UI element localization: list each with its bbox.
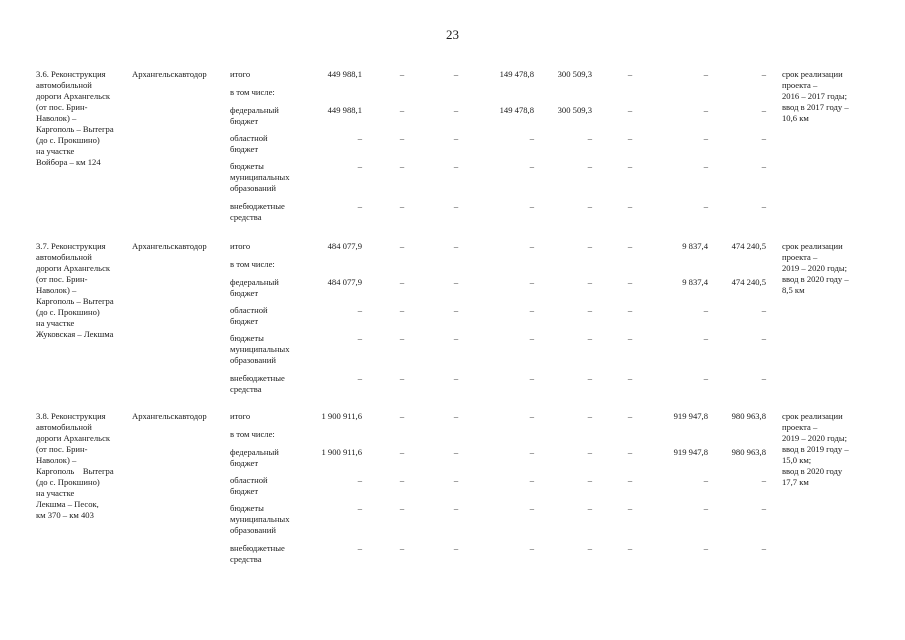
- table-cell-value: –: [627, 373, 633, 383]
- table-cell-value: –: [357, 161, 362, 171]
- funding-source-label: федеральный бюджет: [230, 277, 279, 298]
- table-cell-value: –: [453, 447, 459, 457]
- table-cell-value: –: [357, 133, 362, 143]
- table-cell-value: –: [761, 475, 766, 485]
- funding-source-label: федеральный бюджет: [230, 105, 279, 126]
- funding-source-label: внебюджетные средства: [230, 373, 285, 394]
- measure-name: 3.6. Реконструкция автомобильной дороги Архангельск (от пос. Брин- Наволок) – Каргополь – Вытегра (до с. Прокшино) на участке Войбора – км 124: [36, 69, 114, 167]
- table-cell-value: –: [587, 411, 592, 421]
- table-cell-value: –: [587, 161, 592, 171]
- funding-source-label: бюджеты муниципальных образований: [230, 333, 290, 365]
- table-cell-value: –: [703, 161, 708, 171]
- project-note: срок реализации проекта – 2016 – 2017 годы; ввод в 2017 году – 10,6 км: [782, 69, 849, 123]
- table-cell-value: –: [627, 333, 633, 343]
- table-cell-value: –: [761, 133, 766, 143]
- table-cell-value: –: [627, 277, 633, 287]
- funding-source-label: итого: [230, 411, 251, 421]
- funding-source-label: областной бюджет: [230, 133, 268, 154]
- table-cell-value: –: [399, 277, 405, 287]
- table-cell-value: –: [357, 543, 362, 553]
- funding-source-label: итого: [230, 241, 251, 251]
- table-cell-value: 300 509,3: [557, 69, 592, 79]
- table-cell-value: –: [761, 333, 766, 343]
- table-cell-value: –: [399, 447, 405, 457]
- table-cell-value: –: [399, 373, 405, 383]
- executor-name: Архангельскавтодор: [132, 69, 207, 79]
- funding-source-label: областной бюджет: [230, 305, 268, 326]
- measure-name: 3.8. Реконструкция автомобильной дороги Архангельск (от пос. Брин- Наволок) – Каргополь Вытегра (до с. Прокшино) на участке Лекшма – Песок, км 370 – км 403: [36, 411, 114, 520]
- table-cell-value: –: [453, 69, 459, 79]
- table-cell-value: –: [453, 241, 459, 251]
- table-cell-value: –: [587, 201, 592, 211]
- table-cell-value: –: [627, 411, 633, 421]
- funding-source-label: в том числе:: [230, 87, 275, 97]
- table-cell-value: –: [529, 333, 534, 343]
- table-cell-value: 484 077,9: [327, 277, 362, 287]
- table-cell-value: –: [529, 305, 534, 315]
- table-cell-value: –: [529, 447, 534, 457]
- table-cell-value: 474 240,5: [731, 241, 766, 251]
- table-cell-value: 919 947,8: [673, 411, 708, 421]
- table-cell-value: –: [627, 69, 633, 79]
- table-cell-value: –: [761, 69, 766, 79]
- table-cell-value: 149 478,8: [499, 69, 534, 79]
- table-cell-value: 474 240,5: [731, 277, 766, 287]
- table-cell-value: –: [399, 333, 405, 343]
- project-note: срок реализации проекта – 2019 – 2020 годы; ввод в 2020 году – 8,5 км: [782, 241, 849, 295]
- table-cell-value: –: [399, 105, 405, 115]
- table-cell-value: –: [453, 277, 459, 287]
- table-cell-value: –: [627, 543, 633, 553]
- funding-source-label: итого: [230, 69, 251, 79]
- table-cell-value: –: [587, 277, 592, 287]
- table-cell-value: –: [357, 373, 362, 383]
- table-cell-value: –: [399, 411, 405, 421]
- table-cell-value: –: [453, 475, 459, 485]
- table-cell-value: –: [399, 241, 405, 251]
- table-cell-value: –: [399, 503, 405, 513]
- table-cell-value: –: [453, 105, 459, 115]
- table-cell-value: –: [703, 201, 708, 211]
- table-cell-value: 9 837,4: [682, 277, 708, 287]
- table-cell-value: –: [529, 475, 534, 485]
- table-cell-value: –: [453, 305, 459, 315]
- table-cell-value: –: [357, 305, 362, 315]
- table-cell-value: –: [399, 201, 405, 211]
- table-cell-value: 919 947,8: [673, 447, 708, 457]
- table-cell-value: –: [399, 133, 405, 143]
- table-cell-value: –: [761, 105, 766, 115]
- table-cell-value: –: [587, 305, 592, 315]
- table-cell-value: –: [627, 305, 633, 315]
- table-cell-value: –: [399, 543, 405, 553]
- funding-source-label: федеральный бюджет: [230, 447, 279, 468]
- table-cell-value: –: [529, 241, 534, 251]
- table-cell-value: –: [453, 373, 459, 383]
- table-cell-value: –: [453, 133, 459, 143]
- table-cell-value: –: [529, 161, 534, 171]
- table-cell-value: –: [627, 161, 633, 171]
- table-cell-value: –: [529, 373, 534, 383]
- table-cell-value: –: [761, 543, 766, 553]
- table-cell-value: –: [761, 161, 766, 171]
- table-cell-value: –: [703, 373, 708, 383]
- table-cell-value: –: [703, 69, 708, 79]
- table-cell-value: –: [587, 543, 592, 553]
- table-cell-value: –: [357, 503, 362, 513]
- table-cell-value: –: [703, 475, 708, 485]
- table-cell-value: 449 988,1: [327, 69, 362, 79]
- funding-source-label: в том числе:: [230, 429, 275, 439]
- table-cell-value: –: [587, 373, 592, 383]
- table-cell-value: –: [399, 475, 405, 485]
- measure-name: 3.7. Реконструкция автомобильной дороги Архангельск (от пос. Брин- Наволок) – Каргополь – Вытегра (до с. Прокшино) на участке Жуковская – Лекшма: [36, 241, 114, 339]
- table-cell-value: –: [453, 333, 459, 343]
- executor-name: Архангельскавтодор: [132, 241, 207, 251]
- table-cell-value: –: [453, 161, 459, 171]
- table-cell-value: –: [453, 201, 459, 211]
- table-cell-value: –: [627, 447, 633, 457]
- funding-source-label: бюджеты муниципальных образований: [230, 503, 290, 535]
- table-cell-value: –: [627, 475, 633, 485]
- table-cell-value: 300 509,3: [557, 105, 592, 115]
- funding-source-label: в том числе:: [230, 259, 275, 269]
- table-cell-value: –: [587, 447, 592, 457]
- table-cell-value: 1 900 911,6: [321, 411, 362, 421]
- table-cell-value: –: [627, 105, 633, 115]
- table-cell-value: –: [399, 305, 405, 315]
- funding-source-label: внебюджетные средства: [230, 543, 285, 564]
- funding-source-label: внебюджетные средства: [230, 201, 285, 222]
- table-cell-value: –: [587, 333, 592, 343]
- table-cell-value: 9 837,4: [682, 241, 708, 251]
- table-cell-value: –: [761, 305, 766, 315]
- table-cell-value: –: [761, 373, 766, 383]
- table-cell-value: –: [703, 503, 708, 513]
- table-cell-value: 149 478,8: [499, 105, 534, 115]
- table-cell-value: –: [627, 503, 633, 513]
- table-cell-value: –: [703, 305, 708, 315]
- table-cell-value: –: [703, 105, 708, 115]
- table-cell-value: –: [703, 333, 708, 343]
- table-cell-value: –: [587, 475, 592, 485]
- table-cell-value: 980 963,8: [731, 447, 766, 457]
- table-cell-value: –: [453, 411, 459, 421]
- table-cell-value: –: [529, 503, 534, 513]
- table-cell-value: –: [529, 201, 534, 211]
- table-cell-value: –: [529, 133, 534, 143]
- project-note: срок реализации проекта – 2019 – 2020 годы; ввод в 2019 году – 15,0 км; ввод в 2020 году 17,7 км: [782, 411, 849, 487]
- table-cell-value: –: [761, 503, 766, 513]
- executor-name: Архангельскавтодор: [132, 411, 207, 421]
- table-cell-value: 449 988,1: [327, 105, 362, 115]
- table-cell-value: –: [529, 543, 534, 553]
- table-cell-value: –: [529, 411, 534, 421]
- table-cell-value: –: [453, 503, 459, 513]
- table-cell-value: –: [587, 503, 592, 513]
- table-cell-value: –: [587, 241, 592, 251]
- table-cell-value: –: [627, 133, 633, 143]
- table-cell-value: –: [761, 201, 766, 211]
- table-cell-value: –: [703, 133, 708, 143]
- table-cell-value: –: [587, 133, 592, 143]
- table-cell-value: –: [627, 241, 633, 251]
- table-cell-value: –: [627, 201, 633, 211]
- table-cell-value: –: [399, 69, 405, 79]
- table-cell-value: –: [399, 161, 405, 171]
- table-cell-value: –: [357, 475, 362, 485]
- funding-source-label: бюджеты муниципальных образований: [230, 161, 290, 193]
- page-number: 23: [446, 27, 459, 42]
- table-cell-value: –: [453, 543, 459, 553]
- table-cell-value: –: [357, 201, 362, 211]
- table-cell-value: 1 900 911,6: [321, 447, 362, 457]
- table-cell-value: –: [357, 333, 362, 343]
- table-cell-value: 980 963,8: [731, 411, 766, 421]
- table-cell-value: 484 077,9: [327, 241, 362, 251]
- table-cell-value: –: [703, 543, 708, 553]
- funding-source-label: областной бюджет: [230, 475, 268, 496]
- table-cell-value: –: [529, 277, 534, 287]
